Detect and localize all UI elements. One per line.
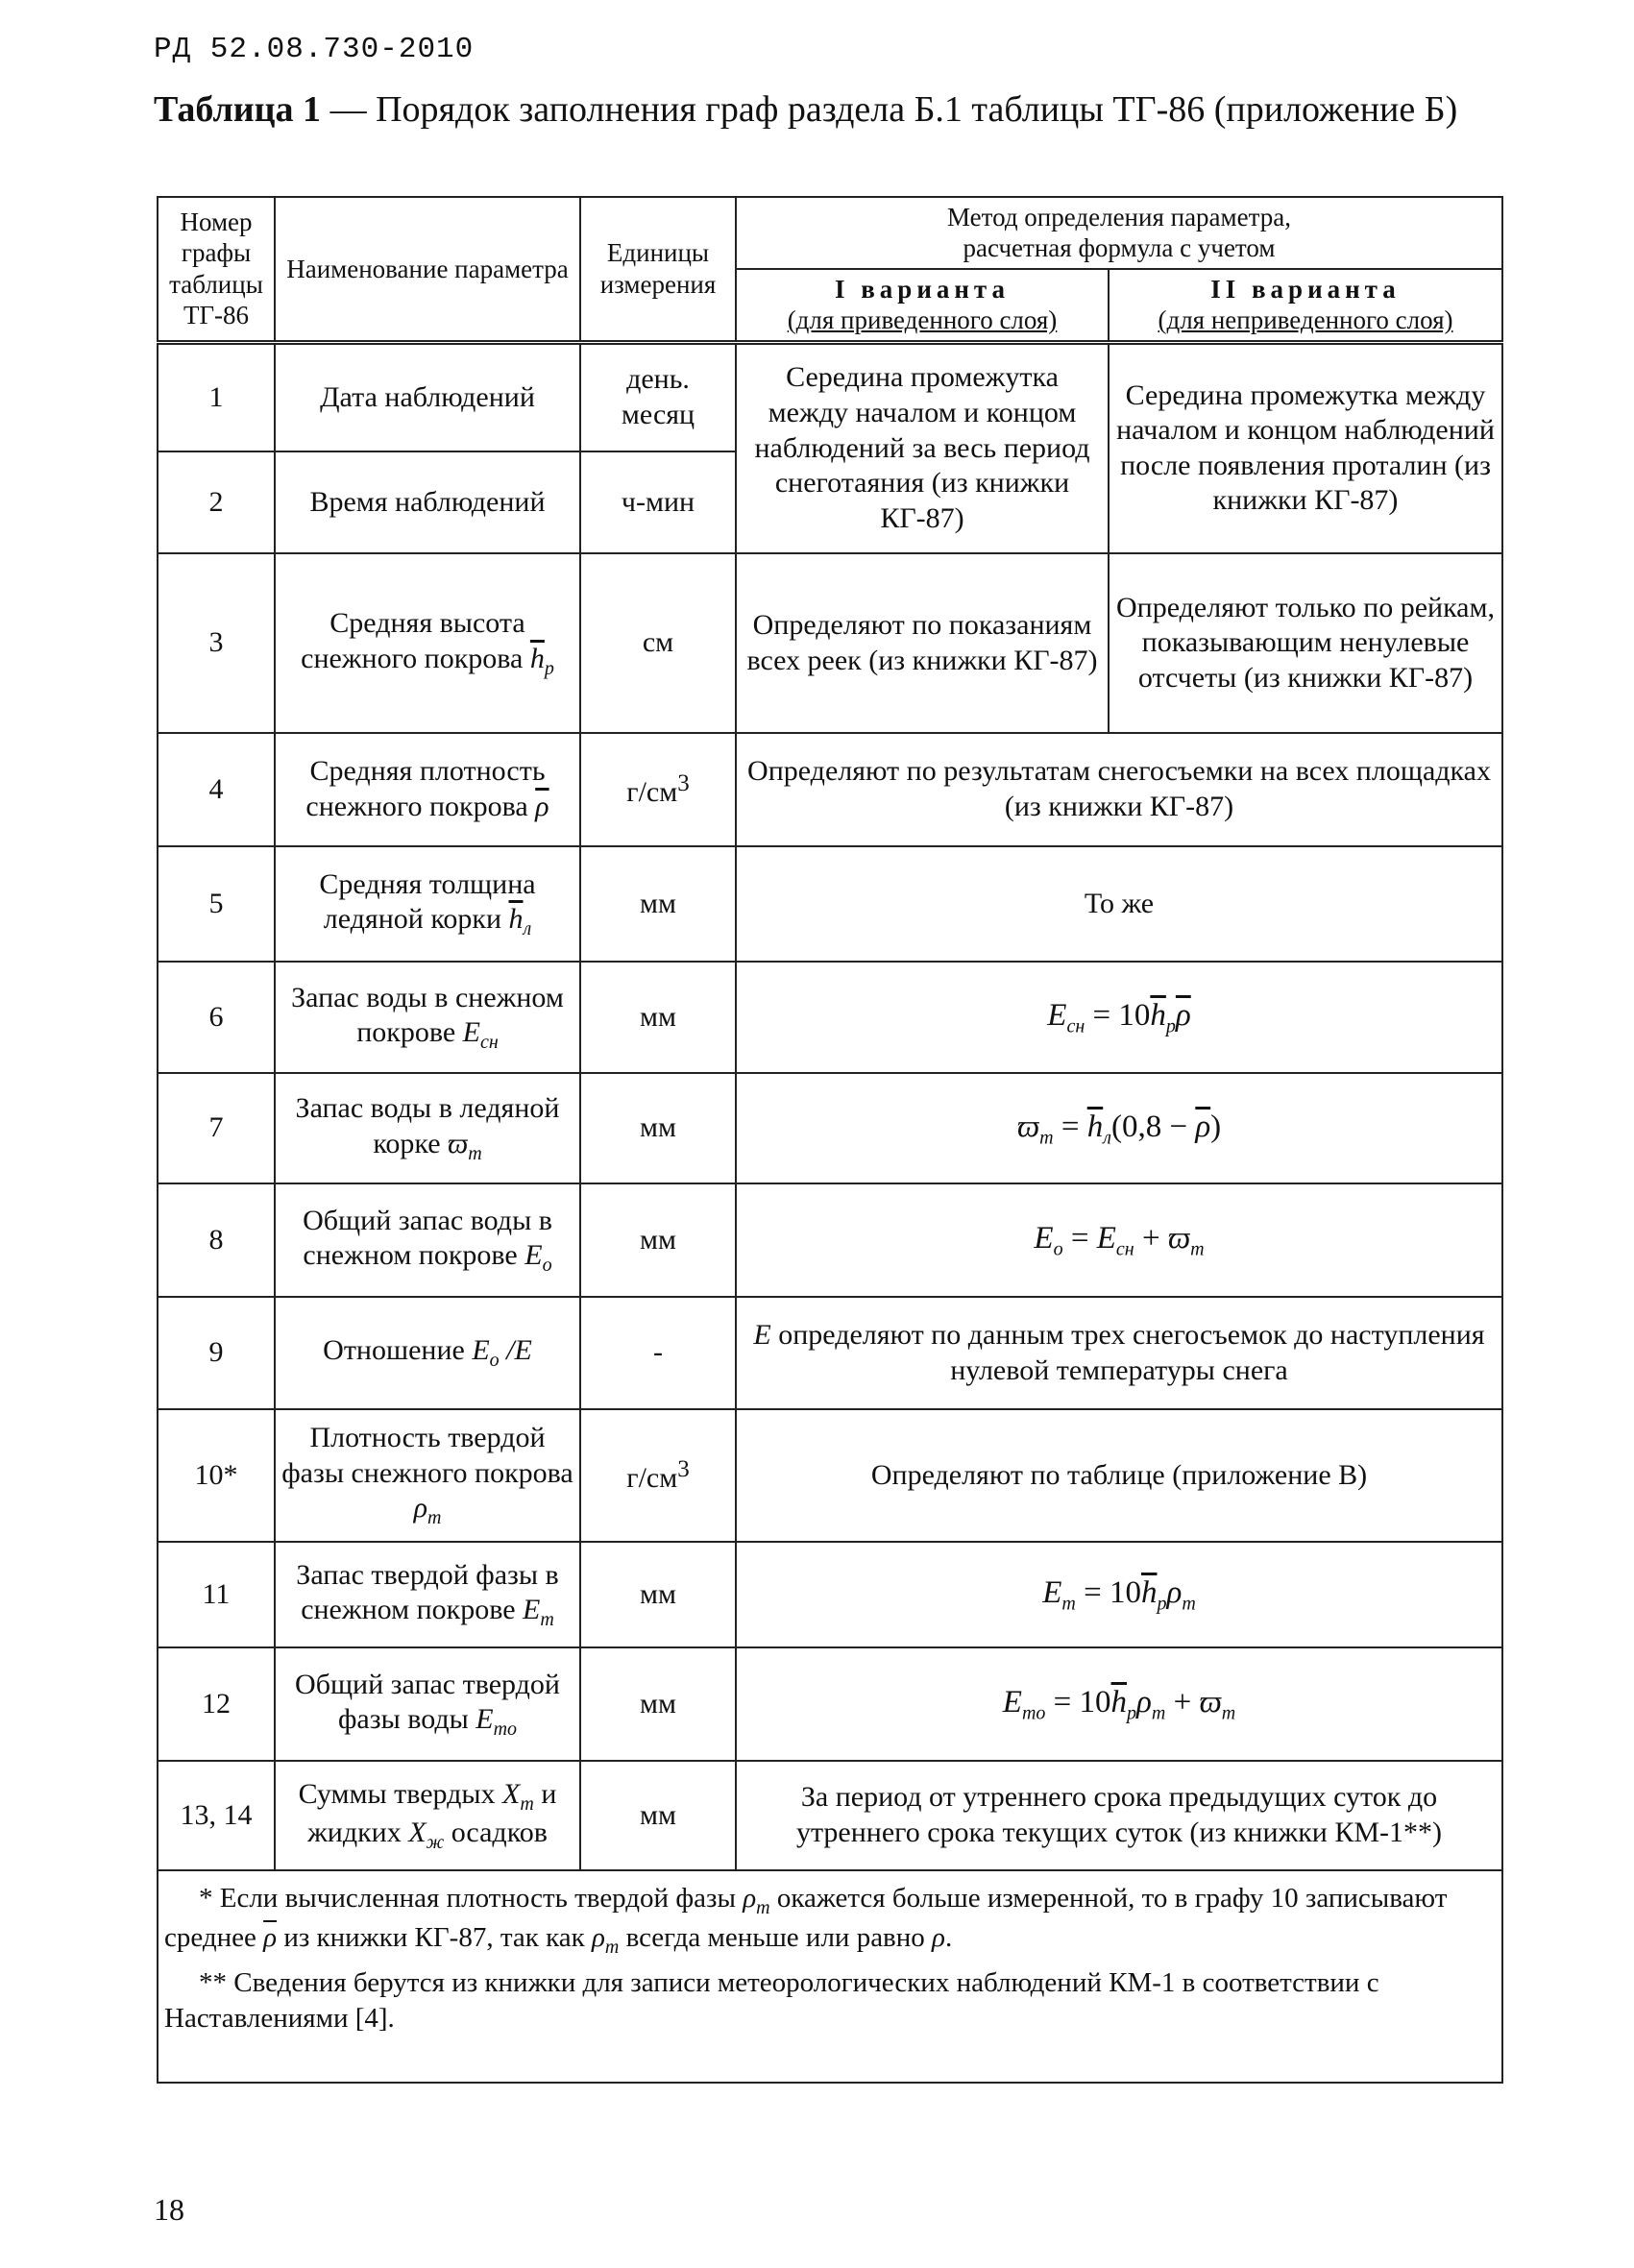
row-number: 10* (158, 1409, 275, 1542)
symbol-e-sn: $E_{сн}$ (462, 1016, 499, 1054)
param-name: Средняя высота снежного покрова (301, 607, 525, 674)
symbol-x-zh: $X_ж$ (408, 1817, 445, 1854)
symbol-rho-bar: $\overline{\rho}$ (263, 1921, 278, 1953)
variant2-cell: Определяют только по рейкам, показывающим ненулевые отсчеты (из книжки КГ-87) (1109, 553, 1502, 733)
formula-cell: $ϖ_т = \overline{h}_л(0,8 - \overline{\rho})$ (736, 1073, 1502, 1183)
footnote-1: * Если вычисленная плотность твердой фазы $\rho_т$ окажется больше измеренной, то в графу 10 записывают среднее $\overline{\rho}$ из книжки КГ-87, так как $\rho_т$ всегда меньше или равно ρ. (164, 1883, 1448, 1958)
row-name (275, 1183, 580, 1297)
variant2-note: (для неприведенного слоя) (1158, 305, 1453, 335)
row-name (275, 1073, 580, 1183)
table-row (158, 342, 1502, 451)
col-header-units: Единицы измерения (580, 197, 736, 342)
row-unit (580, 1409, 736, 1542)
footnote-2: ** Сведения берутся из книжки для записи метеорологических наблюдений КМ-1 в соответствии с Наставлениями [4]. (164, 1966, 1379, 2035)
row-number: 1 (158, 342, 275, 451)
param-name-b: и жидких (307, 1777, 557, 1849)
variant1-merged-cell: Середина промежутка между началом и концом наблюдений за весь период снеготаяния (из книжки КГ-87) (736, 342, 1109, 553)
method-cell: То же (736, 846, 1502, 962)
method-cell: За период от утреннего срока предыдущих суток до утреннего срока текущих суток (из книжки КМ-1**) (736, 1761, 1502, 1870)
row-unit: мм (580, 1542, 736, 1647)
notes-cell (158, 1870, 1502, 2083)
table-row (158, 1297, 1502, 1409)
table-row (158, 962, 1502, 1073)
param-name: Общий запас воды в снежном покрове (303, 1204, 552, 1272)
row-name (275, 1297, 580, 1409)
row-unit: мм (580, 962, 736, 1073)
method-subtitle: расчетная формула с учетом (963, 233, 1276, 263)
caption-text: Порядок заполнения граф раздела Б.1 таблицы ТГ-86 (приложение Б) (376, 89, 1458, 130)
symbol-e-o: $E_о$ (524, 1239, 552, 1277)
col-header-variant1 (736, 269, 1109, 342)
row-unit (580, 733, 736, 846)
table-row (158, 733, 1502, 846)
symbol-h-p: $\overline{h}_р$ (529, 642, 554, 679)
row-name (275, 962, 580, 1073)
row-unit: мм (580, 846, 736, 962)
caption-label: Таблица 1 (154, 89, 322, 130)
unit-exponent: 3 (677, 769, 690, 796)
param-name: Средняя плотность снежного покрова (305, 755, 546, 823)
footnote-1-part-a: * Если вычисленная плотность твердой фазы (199, 1883, 736, 1914)
symbol-e-t: $E_т$ (523, 1594, 554, 1631)
method-text: определяют по данным трех снегосъемок до наступления нулевой температуры снега (778, 1318, 1485, 1386)
param-name: Запас твердой фазы в снежном покрове (296, 1558, 559, 1626)
table-row (158, 1542, 1502, 1647)
row-unit: - (580, 1297, 736, 1409)
footnote-1-part-b: окажется больше измеренной, то в графу 10 записывают среднее (164, 1883, 1448, 1953)
row-unit: мм (580, 1183, 736, 1297)
row-number: 12 (158, 1647, 275, 1761)
variant1-cell: Определяют по показаниям всех реек (из книжки КГ-87) (736, 553, 1109, 733)
symbol-rho-t: $\rho_т$ (743, 1883, 770, 1918)
param-name: Плотность твердой фазы снежного покрова (281, 1422, 573, 1489)
row-name: Дата наблюдений (275, 342, 580, 451)
footnote-1-part-d: всегда меньше или равно (625, 1921, 925, 1953)
row-unit: мм (580, 1073, 736, 1183)
symbol-rho: ρ (932, 1921, 945, 1953)
col-header-method (736, 197, 1502, 269)
data-table (157, 196, 1503, 2084)
row-unit: см (580, 553, 736, 733)
table-row (158, 1761, 1502, 1870)
variant1-label: I варианта (834, 274, 1011, 304)
formula-cell: $E_{сн} = 10\overline{h}_р\overline{\rho}$ (736, 962, 1502, 1073)
unit-exponent: 3 (677, 1455, 690, 1482)
row-number: 5 (158, 846, 275, 962)
param-name-c: осадков (451, 1817, 548, 1849)
symbol-rho-t: $\rho_т$ (591, 1921, 620, 1958)
row-name (275, 1647, 580, 1761)
row-name (275, 733, 580, 846)
symbol-h-l: $\overline{h}_л$ (508, 903, 532, 940)
param-name: Общий запас твердой фазы воды (295, 1668, 560, 1736)
table-row (158, 1073, 1502, 1183)
row-number: 6 (158, 962, 275, 1073)
notes-row (158, 1870, 1502, 2083)
param-name: Запас воды в ледяной корке (295, 1092, 560, 1159)
row-name (275, 1542, 580, 1647)
row-name: Время наблюдений (275, 451, 580, 553)
row-unit: мм (580, 1647, 736, 1761)
row-name (275, 553, 580, 733)
unit-text: г/см (626, 775, 678, 808)
symbol-ratio: $E_о$ /E (472, 1334, 532, 1372)
row-name (275, 1761, 580, 1870)
row-number: 7 (158, 1073, 275, 1183)
row-unit: день. месяц (580, 342, 736, 451)
method-cell: Определяют по результатам снегосъемки на всех площадках (из книжки КГ-87) (736, 733, 1502, 846)
symbol-w-t: $ϖ_т$ (448, 1127, 482, 1164)
row-name (275, 846, 580, 962)
formula-cell: $E_о = E_{сн} + ϖ_т$ (736, 1183, 1502, 1297)
document-code: РД 52.08.730-2010 (154, 33, 475, 66)
symbol-e: E (753, 1318, 771, 1351)
formula-cell: $E_т = 10\overline{h}_р\rho_т$ (736, 1542, 1502, 1647)
symbol-x-t: $X_т$ (502, 1777, 534, 1815)
row-number: 9 (158, 1297, 275, 1409)
col-header-name: Наименование параметра (275, 197, 580, 342)
unit-text: г/см (626, 1461, 678, 1494)
footnote-1-part-c: из книжки КГ-87, так как (283, 1921, 585, 1953)
symbol-e-to: $E_{то}$ (476, 1703, 518, 1741)
table-row (158, 1647, 1502, 1761)
variant1-note: (для приведенного слоя) (787, 305, 1058, 335)
method-cell (736, 1297, 1502, 1409)
table-row (158, 553, 1502, 733)
row-unit: ч-мин (580, 451, 736, 553)
param-name: Отношение (323, 1334, 465, 1367)
param-name: Средняя толщина ледяной корки (319, 867, 536, 936)
table-row (158, 846, 1502, 962)
col-header-variant2 (1109, 269, 1502, 342)
symbol-rho-t: $\rho_т$ (413, 1492, 442, 1529)
page-number: 18 (154, 2192, 184, 2227)
row-number: 2 (158, 451, 275, 553)
param-name-a: Суммы твердых (298, 1777, 496, 1810)
row-number: 3 (158, 553, 275, 733)
method-cell: Определяют по таблице (приложение В) (736, 1409, 1502, 1542)
row-number: 11 (158, 1542, 275, 1647)
method-title: Метод определения параметра, (947, 203, 1291, 232)
param-name: Запас воды в снежном покрове (291, 981, 564, 1049)
row-number: 13, 14 (158, 1761, 275, 1870)
variant2-merged-cell: Середина промежутка между началом и концом наблюдений после появления проталин (из книжки КГ-87) (1109, 342, 1502, 553)
table-caption (154, 88, 1518, 131)
row-number: 4 (158, 733, 275, 846)
formula-cell: $E_{то} = 10\overline{h}_р\rho_т + ϖ_т$ (736, 1647, 1502, 1761)
col-header-number: Номер графы таблицы ТГ-86 (158, 197, 275, 342)
caption-dash: — (321, 89, 377, 130)
row-number: 8 (158, 1183, 275, 1297)
table-row (158, 1409, 1502, 1542)
variant2-label: II варианта (1210, 274, 1401, 304)
symbol-rho-bar: $\overline{\rho}$ (535, 791, 549, 823)
row-name (275, 1409, 580, 1542)
row-unit: мм (580, 1761, 736, 1870)
table-row (158, 1183, 1502, 1297)
